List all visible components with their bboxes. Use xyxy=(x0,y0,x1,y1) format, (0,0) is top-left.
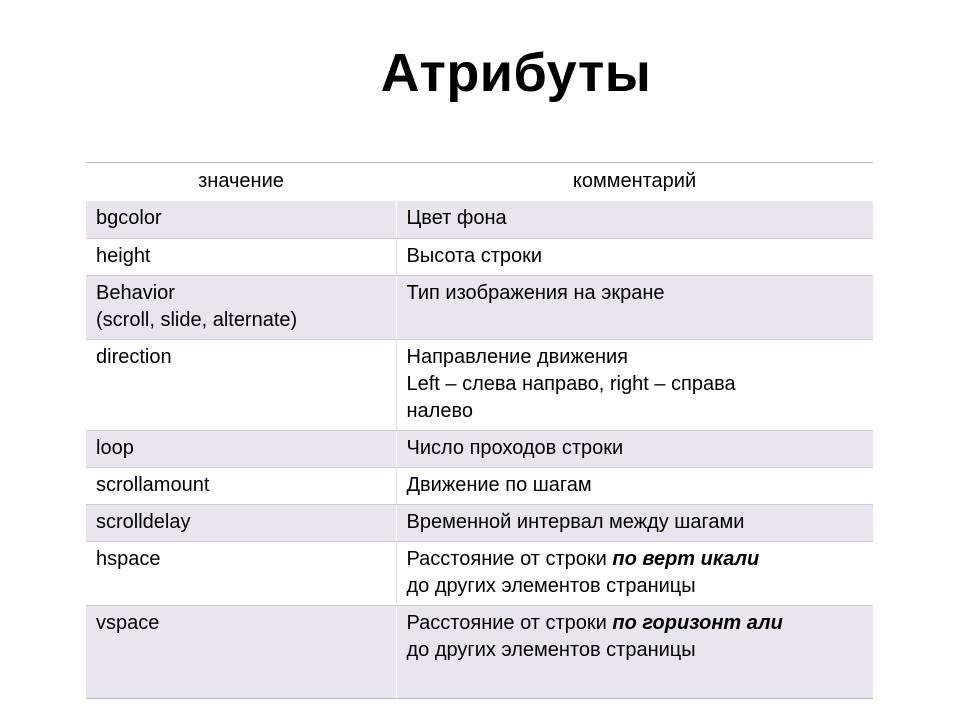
attribute-name-cell xyxy=(86,468,396,505)
attribute-name-text: hspace xyxy=(96,548,161,570)
comment-line xyxy=(407,371,864,398)
comment-text: Направление движения xyxy=(406,346,629,368)
comment-line xyxy=(407,637,864,664)
table-row xyxy=(86,276,873,340)
table-row xyxy=(86,606,873,699)
table-row xyxy=(86,340,873,431)
attribute-name-cell xyxy=(86,340,396,431)
comment-line xyxy=(407,280,864,307)
comment-text: Число проходов строки xyxy=(406,437,624,459)
table-body xyxy=(86,201,873,699)
attribute-name-text: direction xyxy=(96,346,172,368)
table-row xyxy=(86,505,873,542)
comment-emphasis: по верт икали xyxy=(612,548,760,570)
attribute-name-text: height xyxy=(96,245,151,267)
comment-line xyxy=(407,344,864,371)
comment-line xyxy=(407,243,864,270)
comment-line xyxy=(407,573,864,600)
comment-text: до других элементов страницы xyxy=(406,639,696,661)
attribute-comment-cell xyxy=(396,468,873,505)
comment-text: Тип изображения на экране xyxy=(406,282,665,304)
column-header-value: значение xyxy=(86,163,396,201)
comment-emphasis: по горизонт али xyxy=(612,612,783,634)
attribute-name-text: scrollamount xyxy=(96,474,210,496)
attribute-comment-cell xyxy=(396,431,873,468)
page-title: Атрибуты xyxy=(380,43,652,103)
table-row xyxy=(86,201,873,239)
comment-text: Расстояние от строки xyxy=(406,548,613,570)
attribute-comment-cell xyxy=(396,606,873,699)
table-row xyxy=(86,468,873,505)
comment-line xyxy=(407,546,864,573)
attribute-name-cell xyxy=(86,201,396,239)
attribute-name-text: scrolldelay xyxy=(96,511,191,533)
table-row xyxy=(86,431,873,468)
attribute-name-cell xyxy=(86,239,396,276)
comment-text: до других элементов страницы xyxy=(406,575,696,597)
attribute-name-cell xyxy=(86,542,396,606)
attribute-comment-cell xyxy=(396,201,873,239)
comment-text: Высота строки xyxy=(406,245,543,267)
attribute-comment-cell xyxy=(396,239,873,276)
table-row xyxy=(86,542,873,606)
attribute-comment-cell xyxy=(396,276,873,340)
comment-line xyxy=(407,205,864,232)
comment-text: Расстояние от строки xyxy=(406,612,613,634)
attribute-name-cell xyxy=(86,431,396,468)
attribute-name-text: vspace xyxy=(96,612,160,634)
comment-text: Движение по шагам xyxy=(406,474,592,496)
table-header-row xyxy=(86,163,873,201)
column-header-comment: комментарий xyxy=(396,163,873,201)
attribute-name-text: Behavior xyxy=(96,282,175,304)
attribute-name-text: bgcolor xyxy=(96,207,162,229)
attribute-comment-cell xyxy=(396,505,873,542)
attribute-name-text: loop xyxy=(96,437,134,459)
attribute-comment-cell xyxy=(396,340,873,431)
attribute-name-text: (scroll, slide, alternate) xyxy=(96,309,298,331)
comment-text: Временной интервал между шагами xyxy=(406,511,745,533)
comment-text: Left – слева направо, right – справа xyxy=(406,373,736,395)
comment-line xyxy=(407,509,864,536)
attributes-table xyxy=(86,162,873,699)
comment-line xyxy=(407,472,864,499)
attribute-name-cell xyxy=(86,505,396,542)
comment-line xyxy=(407,435,864,462)
comment-line xyxy=(407,398,864,425)
comment-text: Цвет фона xyxy=(406,207,507,229)
comment-line xyxy=(407,610,864,637)
attribute-name-cell xyxy=(86,276,396,340)
attribute-comment-cell xyxy=(396,542,873,606)
table-row xyxy=(86,239,873,276)
comment-text: налево xyxy=(406,400,473,422)
attribute-name-cell xyxy=(86,606,396,699)
